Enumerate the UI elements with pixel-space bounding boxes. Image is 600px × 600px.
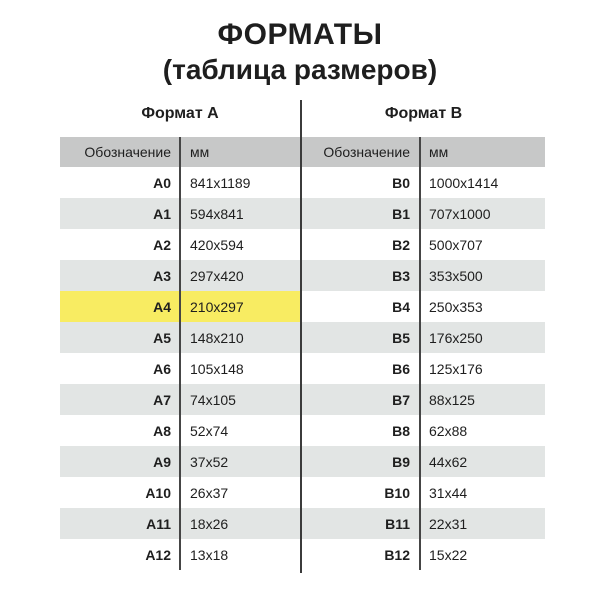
table-row bbox=[302, 446, 545, 477]
table-row bbox=[302, 477, 545, 508]
size-mm-cell: 52x74 bbox=[190, 422, 229, 439]
table-row bbox=[302, 322, 545, 353]
table-row bbox=[302, 198, 545, 229]
designation-cell: B5 bbox=[392, 329, 410, 346]
size-mm-cell: 420x594 bbox=[190, 236, 244, 253]
title-line-2: (таблица размеров) bbox=[162, 54, 438, 85]
size-mm-cell: 297x420 bbox=[190, 267, 244, 284]
size-mm-cell: 26x37 bbox=[190, 484, 229, 501]
size-mm-cell: 176x250 bbox=[429, 329, 483, 346]
mm-column-header: мм bbox=[429, 144, 449, 160]
designation-cell: B1 bbox=[392, 205, 410, 222]
designation-cell: B2 bbox=[392, 236, 410, 253]
designation-cell: A4 bbox=[153, 298, 171, 315]
size-mm-cell: 707x1000 bbox=[429, 205, 491, 222]
format-b-table bbox=[302, 137, 545, 570]
designation-cell: B11 bbox=[385, 515, 410, 532]
size-mm-cell: 250x353 bbox=[429, 298, 483, 315]
size-mm-cell: 37x52 bbox=[190, 453, 229, 470]
format-b-heading: Формат В bbox=[384, 105, 463, 122]
designation-cell: A5 bbox=[153, 329, 171, 346]
format-b-header-row bbox=[302, 137, 545, 167]
size-mm-cell: 1000x1414 bbox=[429, 174, 499, 191]
table-row bbox=[302, 384, 545, 415]
size-mm-cell: 13x18 bbox=[190, 546, 229, 563]
designation-cell: B3 bbox=[392, 267, 410, 284]
format-a-column-divider-line bbox=[179, 137, 181, 570]
title-line-1: ФОРМАТЫ bbox=[217, 18, 383, 51]
size-mm-cell: 353x500 bbox=[429, 267, 483, 284]
size-mm-cell: 500x707 bbox=[429, 236, 483, 253]
size-mm-cell: 44x62 bbox=[429, 453, 468, 470]
table-row bbox=[302, 508, 545, 539]
size-mm-cell: 74x105 bbox=[190, 391, 236, 408]
designation-column-header: Обозначение bbox=[84, 144, 171, 160]
designation-cell: B7 bbox=[392, 391, 410, 408]
designation-column-header: Обозначение bbox=[323, 144, 410, 160]
size-mm-cell: 31x44 bbox=[429, 484, 468, 501]
designation-cell: B9 bbox=[392, 453, 410, 470]
format-b-column-divider-line bbox=[419, 137, 421, 570]
designation-cell: A0 bbox=[153, 174, 171, 191]
table-row bbox=[302, 167, 545, 198]
page-title bbox=[0, 16, 600, 87]
designation-cell: A9 bbox=[153, 453, 171, 470]
size-mm-cell: 125x176 bbox=[429, 360, 483, 377]
size-mm-cell: 841x1189 bbox=[190, 174, 251, 191]
size-mm-cell: 22x31 bbox=[429, 515, 468, 532]
designation-cell: A6 bbox=[153, 360, 171, 377]
designation-cell: A8 bbox=[153, 422, 171, 439]
designation-cell: A2 bbox=[153, 236, 171, 253]
table-row bbox=[302, 229, 545, 260]
designation-cell: A1 bbox=[153, 205, 171, 222]
size-mm-cell: 18x26 bbox=[190, 515, 229, 532]
size-mm-cell: 88x125 bbox=[429, 391, 475, 408]
table-row bbox=[302, 415, 545, 446]
size-mm-cell: 105x148 bbox=[190, 360, 244, 377]
designation-cell: B8 bbox=[392, 422, 410, 439]
designation-cell: A3 bbox=[153, 267, 171, 284]
format-a-heading: Формат А bbox=[141, 105, 219, 122]
designation-cell: A10 bbox=[145, 484, 171, 501]
designation-cell: A11 bbox=[146, 515, 171, 532]
designation-cell: A7 bbox=[153, 391, 171, 408]
size-mm-cell: 148x210 bbox=[190, 329, 244, 346]
format-b-rows bbox=[302, 167, 545, 570]
table-row bbox=[302, 353, 545, 384]
size-mm-cell: 62x88 bbox=[429, 422, 468, 439]
center-divider-line bbox=[300, 100, 302, 573]
designation-cell: B12 bbox=[384, 546, 410, 563]
designation-cell: A12 bbox=[145, 546, 171, 563]
designation-cell: B6 bbox=[392, 360, 410, 377]
designation-cell: B10 bbox=[384, 484, 410, 501]
mm-column-header: мм bbox=[190, 144, 210, 160]
designation-cell: B4 bbox=[392, 298, 410, 315]
size-mm-cell: 594x841 bbox=[190, 205, 244, 222]
table-row bbox=[302, 539, 545, 570]
table-row bbox=[302, 291, 545, 322]
size-mm-cell: 15x22 bbox=[429, 546, 468, 563]
designation-cell: B0 bbox=[392, 174, 410, 191]
size-mm-cell: 210x297 bbox=[190, 298, 244, 315]
table-row bbox=[302, 260, 545, 291]
